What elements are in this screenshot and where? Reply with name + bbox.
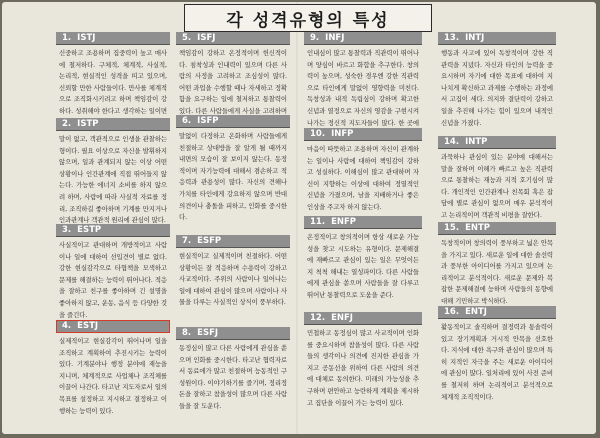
section-text: 실제적이고 현실감각이 뛰어나며 일을 조직하고 계획하여 추진시키는 능력이 있다. 기계분야나 행정 분야에 재능을 지니며, 체계적으로 사업체나 조직체를 이끌어 나간다. 타고난 지도자로서 일의 목표를 설정하고 지시하고 결정하고 이행하는 능력이 있다. <box>59 337 167 415</box>
column-3 <box>304 32 422 426</box>
section-istp <box>56 118 170 224</box>
section-header: 9. INFJ <box>304 32 422 45</box>
column-2 <box>176 32 290 427</box>
section-text: 현실적이고 실제적이며 친절하다. 어떤 상황이든 잘 적응하며 수용력이 강하고 사교적이다. 주위의 사람이나 일어나는 일에 대하여 관심이 많으며 사람이나 사물을 다루는 사실적인 상식이 풍부하다. <box>179 252 287 307</box>
section-header: 2. ISTP <box>56 118 170 131</box>
section-header: 16. ENTJ <box>438 306 556 319</box>
section-isfj <box>176 32 290 115</box>
column-1 <box>56 32 170 430</box>
section-text: 사실적이고 관대하며 개방적이고 사람이나 일에 대하여 선입견이 별로 없다. 강한 현실감각으로 타협책을 모색하고 문제를 해결하는 능력이 뛰어나다. 적응을 잘하고 친구를 좋아하며 긴 설명을 좋아하지 않고, 운동, 음식 등 다양한 것을 즐긴다. <box>59 241 167 319</box>
section-esfp <box>176 235 290 327</box>
section-header: 11. ENFP <box>304 216 422 229</box>
page-title: 각 성격유형의 특성 <box>184 4 432 32</box>
section-text: 책임감이 강하고 온정적이며 헌신적이다. 침착성과 인내력이 있으며 다른 사람의 사정을 고려하고 조심성이 많다. 어떤 과업을 수행할 때나 자세하고 정확함을 요구하는 일에 철저하고 통찰력이 있다. 다른 사람들에게 사실을 고려하며 <box>179 49 287 115</box>
section-infj <box>304 32 422 128</box>
page-fold <box>296 2 298 434</box>
section-esfj <box>176 327 290 427</box>
section-entj <box>438 306 556 424</box>
section-text: 활동적이고 솔직하며 결정력과 통솔력이 있고 장기계획과 거시적 안목을 선호한다. 지식에 대한 욕구와 관심이 많으며 특히 지적인 자극을 주는 새로운 아이디어에 관심이 많다. 일처리에 있어 사전 준비를 철저히 하며 논리적이고 분석적으로 체계적 조직적이다. <box>441 323 553 401</box>
section-intp <box>438 136 556 222</box>
section-infp <box>304 128 422 216</box>
section-text: 마음이 따뜻하고 조용하며 자신이 관계하는 일이나 사람에 대하여 책임감이 강하고 성실하다. 이해심이 많고 관대하며 자신이 지향하는 이상에 대하여 정열적인 신념을 가졌으며, 남을 지배하거나 좋은 인상을 주고자 하지 않는다. <box>307 145 419 211</box>
section-estp <box>56 224 170 320</box>
section-text: 온정적이고 창의적이며 항상 새로운 가능성을 찾고 시도하는 유형이다. 문제해결에 재빠르고 관심이 있는 일은 무엇이든지 척척 해내는 열성파이다. 다른 사람들에게 관심을 쏟으며 사람들을 잘 다루고 뛰어난 통찰력으로 도움을 준다. <box>307 233 419 299</box>
section-header: 15. ENTP <box>438 222 556 235</box>
section-text: 말이 없고, 객관적으로 인생을 관찰하는 형이다. 필요 이상으로 자신을 발휘하지 않으며, 일과 관계되지 않는 이상 어떤 상황이나 인간관계에 직접 뛰어들지 않는다. 가능한 에너지 소비를 하지 않으려 하며, 사람에 따라 사실적 자료를 정리, 조직하길 좋아하며 기계를 만지거나 인과관계나 객관적 원리에 관심이 많다. <box>59 135 167 225</box>
section-header: 1. ISTJ <box>56 32 170 45</box>
section-header: 5. ISFJ <box>176 32 290 45</box>
section-text: 말없이 다정하고 온화하며 사람들에게 친절하고 상대방을 잘 알게 될 때까지 내면의 모습이 잘 보이지 않는다. 동정적이며 자기능력에 대해서 겸손하고 적응력과 관용성이 많다. 자신의 견해나 가치를 타인에게 강요하지 않으며 반대의견이나 충돌을 피하고, 인화를 중시한다. <box>179 132 287 222</box>
section-text: 독창적이며 창의력이 풍부하고 넓은 안목을 가지고 있다. 새로운 일에 대한 솔선력과 풍부한 아이디어를 가지고 있으며 논리적이고 분석적이다. 새로운 문제와 복잡한 문제해결에 능하며 사람들의 동향에 대해 기민하고 박식하다. <box>441 239 553 305</box>
section-header: 13. INTJ <box>438 32 556 45</box>
section-header: 3. ESTP <box>56 224 170 237</box>
section-enfp <box>304 216 422 312</box>
section-text: 과묵하나 관심이 있는 분야에 대해서는 말을 잘하며 이해가 빠르고 높은 직관력으로 통찰하는 재능과 지적 호기심이 많다. 개인적인 인간관계나 친목회 혹은 잡담에 별로 관심이 없으며 매우 분석적이고 논리적이며 객관적 비평을 잘한다. <box>441 153 553 219</box>
section-text: 동정심이 많고 다른 사람에게 관심을 쏟으며 인화를 중시한다. 타고난 협력자로서 동료애가 많고 친절하며 능동적인 구성원이다. 이야기하기를 즐기며, 정리정돈을 잘하고 참을성이 많으며 다른 사람들을 잘 도운다. <box>179 344 287 410</box>
section-header: 8. ESFJ <box>176 327 290 340</box>
section-enfj <box>304 312 422 426</box>
section-header: 6. ISFP <box>176 115 290 128</box>
column-4 <box>438 32 556 424</box>
section-text: 행동과 사고에 있어 독창적이며 강한 직관력을 지녔다. 자신과 타인의 능력을 중요시하며 자기에 대한 목표에 대하여 지나치게 확신하고 과제를 수행하는 과정에서 고집이 세다. 의지와 결단력이 강하고 일을 추진해 나가는 힘이 있으며 내적인 신념을 가졌다. <box>441 49 553 127</box>
section-estj <box>56 320 170 430</box>
section-header: 10. INFP <box>304 128 422 141</box>
section-entp <box>438 222 556 306</box>
section-intj <box>438 32 556 136</box>
section-header: 7. ESFP <box>176 235 290 248</box>
section-header: 4. ESTJ <box>56 320 170 333</box>
section-text: 민첩하고 동정심이 많고 사교적이며 인화를 중요시하며 참을성이 많다. 다른 사람들의 생각이나 의견에 진지한 관심을 가지고 공동선을 위하여 다른 사람의 의견에 대체로 동의한다. 미래의 가능성을 추구하며 편안하고 능란하게 계획을 제시하고 집단을 이끌어 가는 능력이 있다. <box>307 329 419 407</box>
section-text: 인내심이 많고 통찰력과 직관력이 뛰어나며 양심이 바르고 화합을 추구한다. 창의력이 높으며, 성숙한 경우엔 강한 직관력으로 타인에게 말없이 영향력을 미친다. 독창성과 내적 독립심이 강하며 확고한 신념과 열정으로 자신의 영감을 구현시켜 나가는 정신적 지도자들이 많다. 한 곳에 <box>307 49 419 127</box>
section-header: 14. INTP <box>438 136 556 149</box>
section-isfp <box>176 115 290 235</box>
section-text: 신중하고 조용하며 집중력이 높고 매사에 철저하다. 구체적, 체계적, 사실적, 논리적, 현실적인 성격을 띠고 있으며, 신뢰할 만한 사람들이다. 만사를 체계적으로 조직화시키려고 하며 책임감이 강하다. 성취해야 한다고 생각하는 일이면 <box>59 49 167 115</box>
section-header: 12. ENFJ <box>304 312 422 325</box>
section-istj <box>56 32 170 118</box>
